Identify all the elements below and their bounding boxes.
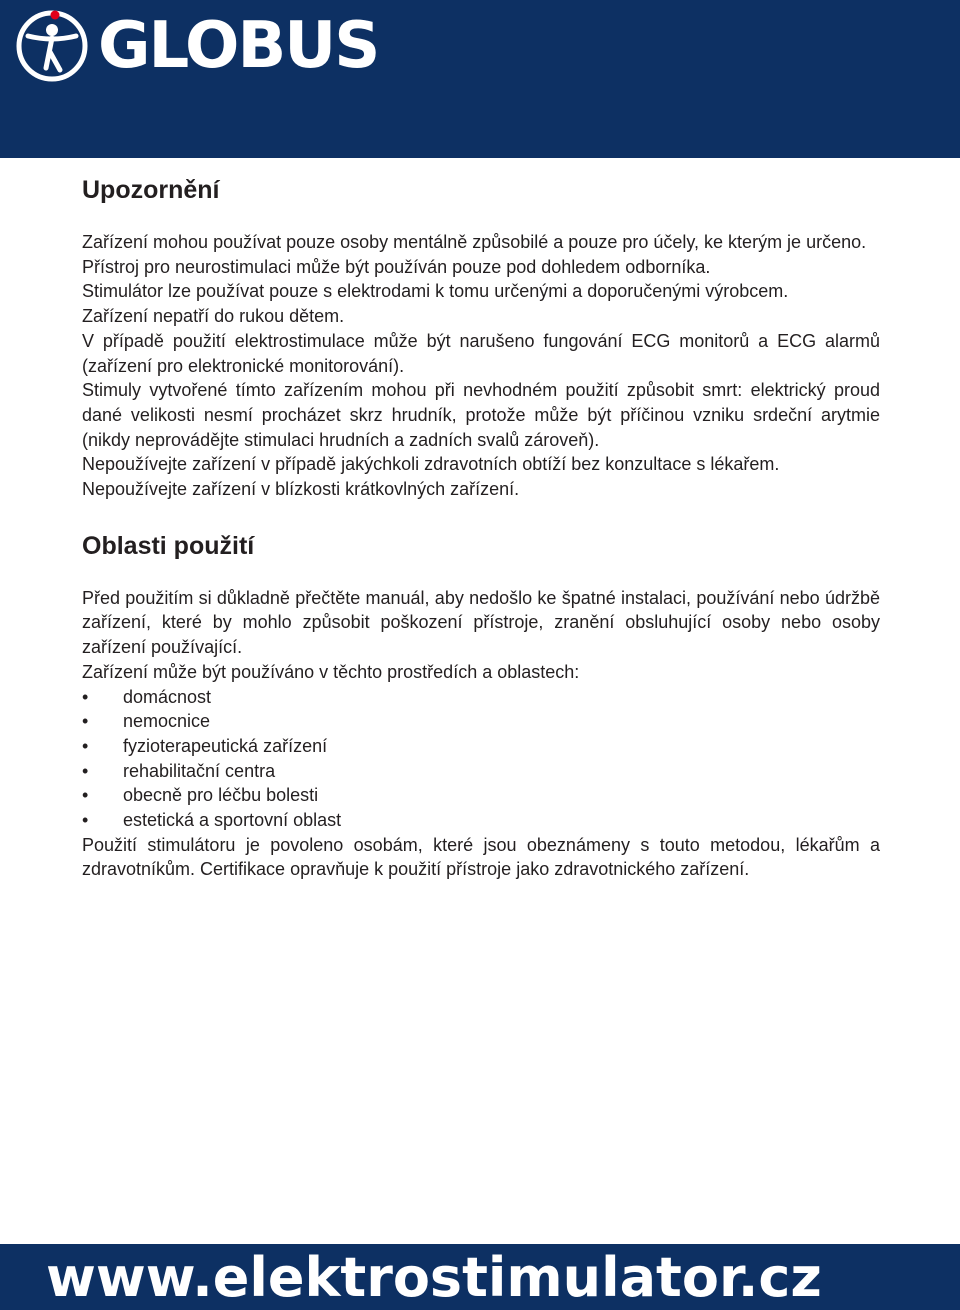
- list-item-label: domácnost: [123, 686, 212, 707]
- paragraph: Přístroj pro neurostimulaci může být používán pouze pod dohledem odborníka.: [82, 256, 711, 277]
- usage-list: [82, 685, 880, 833]
- bullet-icon: •: [82, 785, 89, 806]
- section-title: Upozornění: [82, 176, 220, 204]
- paragraph: Před použitím si důkladně přečtěte manuál, aby nedošlo ke špatné instalaci, používání nebo údržbě zařízení, které by mohlo způsobit poškození přístroje, zranění obsluhující osoby nebo osoby zařízení používající.: [82, 587, 880, 658]
- bullet-icon: •: [82, 760, 89, 781]
- paragraph: Stimuly vytvořené tímto zařízením mohou při nevhodném použití způsobit smrt: elektrický proud dané velikosti nesmí procházet skrz hrudník, protože může být příčinou vzniku srdeční arytmie (nikdy neprovádějte stimulaci hrudních a zadních svalů zároveň).: [82, 380, 880, 450]
- list-item: [82, 685, 880, 710]
- usage-text: [82, 586, 880, 882]
- header-band: [0, 0, 960, 158]
- list-item: [82, 759, 880, 784]
- paragraph: V případě použití elektrostimulace může být narušeno fungování ECG monitorů a ECG alarmů (zařízení pro elektronické monitorování).: [82, 330, 880, 376]
- section-usage-areas: [82, 528, 880, 882]
- paragraph: Stimulátor lze používat pouze s elektrodami k tomu určenými a doporučenými výrobcem.: [82, 281, 789, 302]
- brand-name: GLOBUS: [98, 9, 379, 83]
- list-item: [82, 709, 880, 734]
- warnings-text: [82, 230, 880, 502]
- document-body: [82, 172, 880, 882]
- list-item: [82, 734, 880, 759]
- paragraph: Zařízení nepatří do rukou dětem.: [82, 306, 345, 327]
- bullet-icon: •: [82, 711, 89, 732]
- section-title: Oblasti použití: [82, 531, 255, 560]
- paragraph: Zařízení může být používáno v těchto prostředích a oblastech:: [82, 661, 580, 682]
- list-item-label: nemocnice: [123, 711, 211, 732]
- list-item-label: estetická a sportovní oblast: [123, 810, 342, 831]
- list-item-label: rehabilitační centra: [123, 760, 276, 781]
- globus-figure-logo: [12, 6, 92, 86]
- list-item: [82, 783, 880, 808]
- list-item-label: fyzioterapeutická zařízení: [123, 735, 328, 756]
- bullet-icon: •: [82, 810, 89, 831]
- list-item-label: obecně pro léčbu bolesti: [123, 785, 319, 806]
- list-item: [82, 808, 880, 833]
- paragraph: Nepoužívejte zařízení v blízkosti krátkovlných zařízení.: [82, 479, 520, 500]
- section-warnings: [82, 172, 880, 502]
- bullet-icon: •: [82, 735, 89, 756]
- paragraph: Použití stimulátoru je povoleno osobám, které jsou obeznámeny s touto metodou, lékařům a zdravotníkům. Certifikace opravňuje k použití přístroje jako zdravotnického zařízení.: [82, 834, 880, 880]
- bullet-icon: •: [82, 686, 89, 707]
- website-url: www.elektrostimulator.cz: [46, 1246, 822, 1309]
- paragraph: Nepoužívejte zařízení v případě jakýchkoli zdravotních obtíží bez konzultace s lékařem.: [82, 454, 780, 475]
- footer-band: [0, 1244, 960, 1310]
- paragraph: Zařízení mohou používat pouze osoby mentálně způsobilé a pouze pro účely, ke kterým je určeno.: [82, 232, 867, 252]
